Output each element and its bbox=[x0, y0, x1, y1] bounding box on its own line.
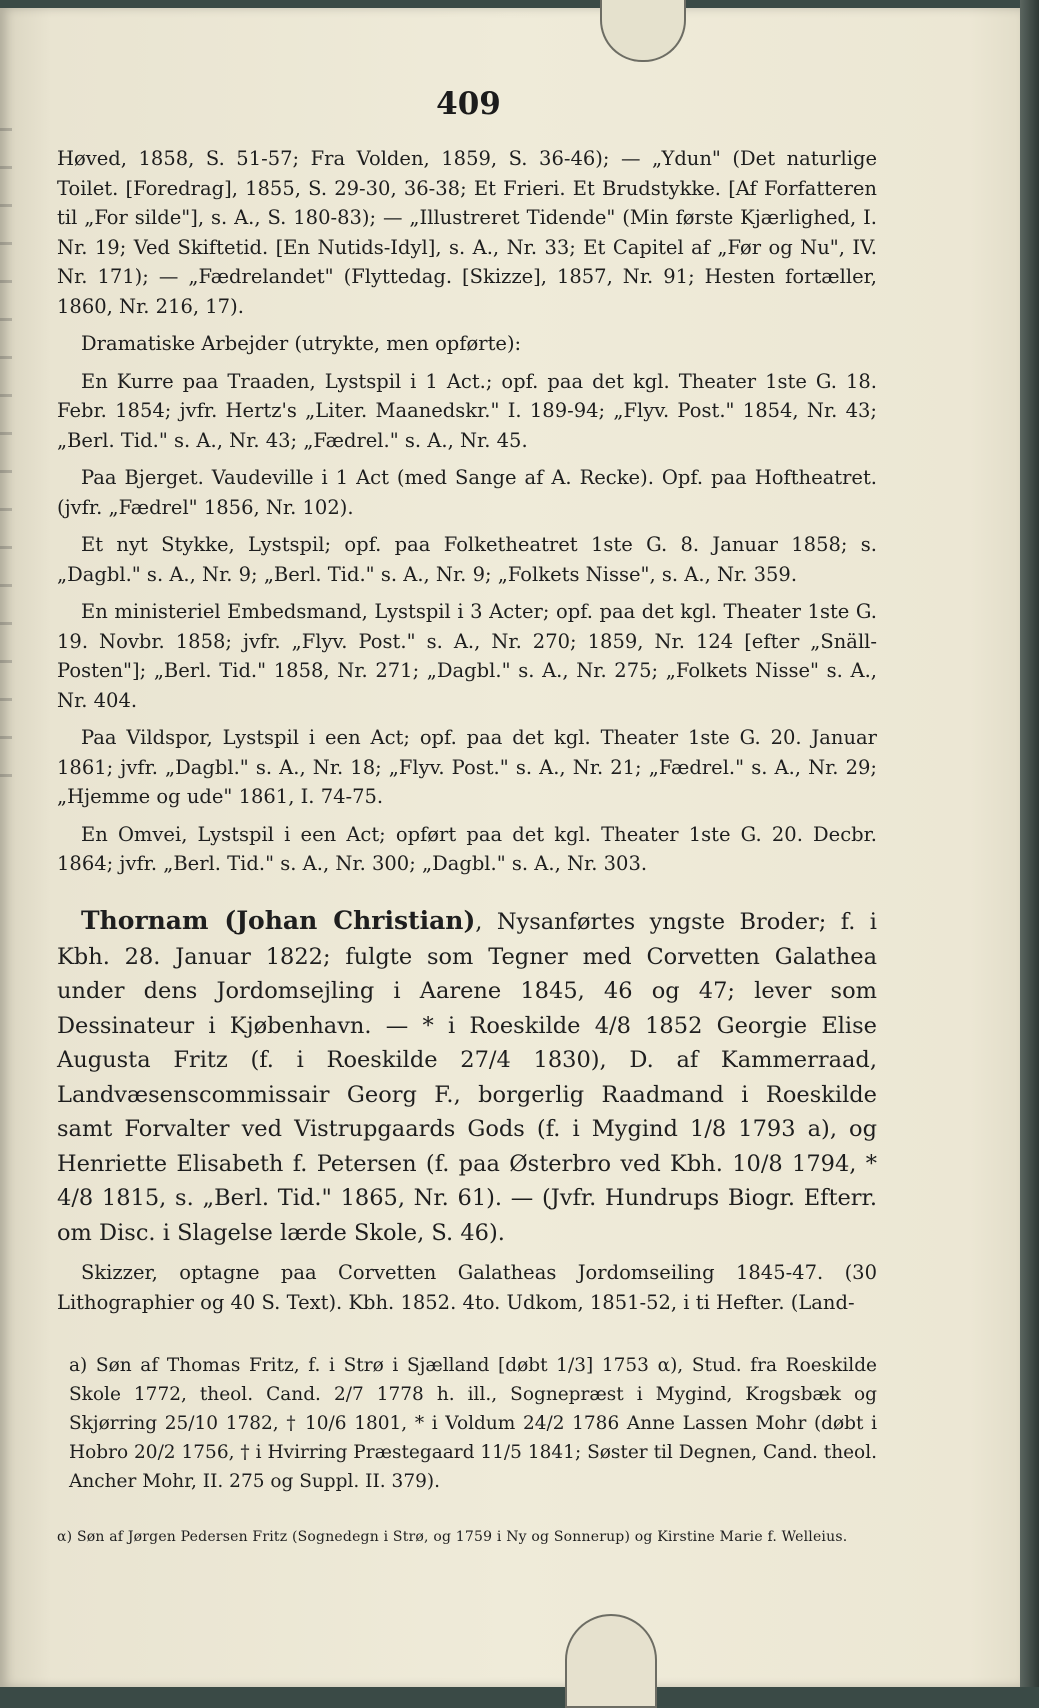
paragraph-bjerget: Paa Bjerget. Vaudeville i 1 Act (med Sange af A. Recke). Opf. paa Hoftheatret. (jvfr. „Fædrel" 1856, Nr. 102). bbox=[57, 466, 877, 519]
footnote-a: a) Søn af Thomas Fritz, f. i Strø i Sjælland [døbt 1/3] 1753 α), Stud. fra Roeskilde Skole 1772, theol. Cand. 2/7 1778 h. ill., Sognepræst i Mygind, Krogsbæk og Skjørring 25/10 1782, † 10/6 1801, * i Voldum 24/2 1786 Anne Lassen Mohr (døbt i Hobro 20/2 1756, † i Hvirring Præstegaard 11/5 1841; Søster til Degnen, Cand. theol. Ancher Mohr, II. 275 og Suppl. II. 379). bbox=[69, 1355, 877, 1492]
biography-paragraph bbox=[57, 904, 877, 1250]
paragraph-kurre: En Kurre paa Traaden, Lystspil i 1 Act.; opf. paa det kgl. Theater 1ste G. 18. Febr. 1854; jvfr. Hertz's „Liter. Maanedskr." I. 189-94; „Flyv. Post." 1854, Nr. 43; „Berl. Tid." s. A., Nr. 43; „Fædrel." s. A., Nr. 45. bbox=[57, 369, 877, 452]
top-binding-notch bbox=[600, 0, 686, 62]
footnote-alpha-block bbox=[57, 1526, 877, 1548]
biography-text: , Nysanførtes yngste Broder; f. i Kbh. 28. Januar 1822; fulgte som Tegner med Corvetten Galathea under dens Jordomsejling i Aarene 1845, 46 og 47; lever som Dessinateur i Kjøbenhavn. — * i Roeskilde 4/8 1852 Georgie Elise Augusta Fritz (f. i Roeskilde 27/4 1830), D. af Kammerraad, Landvæsenscommissair Georg F., borgerlig Raadmand i Roeskilde samt Forvalter ved Vistrupgaards Gods (f. i Mygind 1/8 1793 a), og Henriette Elisabeth f. Petersen (f. paa Østerbro ved Kbh. 10/8 1794, * 4/8 1815, s. „Berl. Tid." 1865, Nr. 61). — (Jvfr. Hundrups Biogr. Efterr. om Disc. i Slagelse lærde Skole, S. 46). bbox=[57, 909, 878, 1246]
paragraph-skizzer: Skizzer, optagne paa Corvetten Galatheas Jordomseiling 1845-47. (30 Lithographier og 40 S. Text). Kbh. 1852. 4to. Udkom, 1851-52, i ti Hefter. (Land- bbox=[57, 1261, 877, 1314]
page-number: 409 bbox=[436, 86, 501, 122]
book-cover-edge bbox=[1020, 0, 1039, 1687]
footnote-a-block bbox=[57, 1351, 877, 1496]
biography-name: Thornam (Johan Christian) bbox=[81, 906, 476, 935]
main-text bbox=[57, 144, 877, 879]
footnote-alpha: α) Søn af Jørgen Pedersen Fritz (Sognedegn i Strø, og 1759 i Ny og Sonnerup) og Kirstine Marie f. Welleius. bbox=[57, 1529, 848, 1545]
paragraph-embedsmand: En ministeriel Embedsmand, Lystspil i 3 Acter; opf. paa det kgl. Theater 1ste G. 19. Novbr. 1858; jvfr. „Flyv. Post." s. A., Nr. 270; 1859, Nr. 124 [efter „Snäll-Posten"]; „Berl. Tid." 1858, Nr. 271; „Dagbl." s. A., Nr. 275; „Folkets Nisse" s. A., Nr. 404. bbox=[57, 600, 877, 712]
bottom-binding-notch bbox=[565, 1614, 657, 1708]
margin-marks bbox=[0, 128, 12, 808]
paragraph-dramatic-heading: Dramatiske Arbejder (utrykte, men opførte): bbox=[81, 332, 522, 355]
paragraph-works: Høved, 1858, S. 51-57; Fra Volden, 1859, S. 36-46); — „Ydun" (Det naturlige Toilet. [Foredrag], 1855, S. 29-30, 36-38; Et Frieri. Et Brudstykke. [Af Forfatteren til „For silde"], s. A., S. 180-83); — „Illustreret Tidende" (Min første Kjærlighed, I. Nr. 19; Ved Skiftetid. [En Nutids-Idyl], s. A., Nr. 33; Et Capitel af „Før og Nu", IV. Nr. 171); — „Fædrelandet" (Flyttedag. [Skizze], 1857, Nr. 91; Hesten fortæller, 1860, Nr. 216, 17). bbox=[57, 147, 877, 318]
paragraph-vildspor: Paa Vildspor, Lystspil i een Act; opf. paa det kgl. Theater 1ste G. 20. Januar 1861; jvfr. „Dagbl." s. A., Nr. 18; „Flyv. Post." s. A., Nr. 21; „Fædrel." s. A., Nr. 29; „Hjemme og ude" 1861, I. 74-75. bbox=[57, 726, 877, 808]
biography-entry bbox=[57, 904, 877, 1317]
paragraph-omvei: En Omvei, Lystspil i een Act; opført paa det kgl. Theater 1ste G. 20. Decbr. 1864; jvfr. „Berl. Tid." s. A., Nr. 300; „Dagbl." s. A., Nr. 303. bbox=[57, 822, 877, 875]
book-page bbox=[0, 8, 1020, 1687]
paragraph-nyt-stykke: Et nyt Stykke, Lystspil; opf. paa Folketheatret 1ste G. 8. Januar 1858; s. „Dagbl." s. A., Nr. 9; „Berl. Tid." s. A., Nr. 9; „Folkets Nisse", s. A., Nr. 359. bbox=[57, 533, 877, 586]
